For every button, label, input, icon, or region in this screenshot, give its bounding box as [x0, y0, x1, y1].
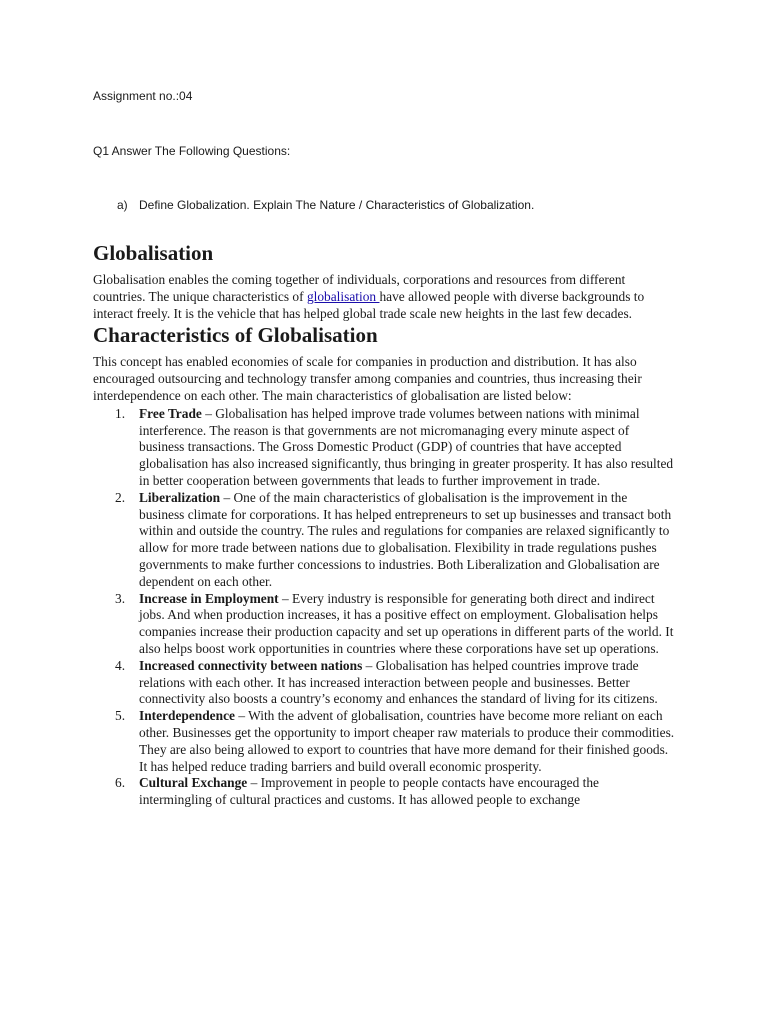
globalisation-link[interactable]: globalisation — [306, 288, 380, 304]
globalisation-paragraph — [93, 272, 675, 322]
list-item-text: – Globalisation has helped improve trade volumes between nations with minimal interference. The reason is that governments are not micromanaging every minute aspect of business transactions. The Gross Domestic Product (GDP) of countries that have accepted globalisation has also increased significantly, thus bringing in greater prosperity. It has also resulted in better cooperation between governments that leads to further improvement in trade. — [139, 405, 674, 488]
list-item — [93, 775, 675, 809]
list-item-text: – Globalisation has helped countries improve trade relations with each other. It has increased interaction between people and businesses. Better connectivity also boosts a country’s economy and enhances the standard of living for its citizens. — [139, 657, 658, 707]
list-item — [93, 708, 675, 775]
list-item — [93, 658, 675, 708]
list-item-title: Increase in Employment — [139, 590, 279, 606]
list-number: 3. — [115, 590, 126, 606]
characteristics-intro: This concept has enabled economies of scale for companies in production and distribution. It has also encouraged outsourcing and technology transfer among companies and countries, thus increasing their interdependence on each other. The main characteristics of globalisation are listed below: — [93, 354, 642, 403]
list-item — [93, 406, 675, 490]
list-item-title: Increased connectivity between nations — [139, 657, 363, 673]
list-item — [93, 490, 675, 591]
list-item-title: Cultural Exchange — [139, 775, 248, 791]
list-number: 6. — [115, 775, 126, 791]
list-item-text: – Every industry is responsible for generating both direct and indirect jobs. And when production increases, it has a positive effect on employment. Globalisation helps companies increase their production capacity and set up operations in different parts of the world. It also helps boost work opportunities in countries where these corporations have set up operations. — [139, 590, 674, 656]
list-item-title: Free Trade — [139, 405, 202, 421]
list-number: 4. — [115, 657, 126, 673]
question-heading: Q1 Answer The Following Questions: — [93, 144, 291, 158]
list-item-title: Interdependence — [139, 708, 235, 724]
list-item-title: Liberalization — [139, 489, 221, 505]
list-item-text: – One of the main characteristics of globalisation is the improvement in the business climate for corporations. It has helped entrepreneurs to set up businesses and transact both within and outside the country. The rules and regulations for companies are relaxed significantly to allow for more trade between nations due to globalisation. Flexibility in trade regulations pushes governments to make further concessions to industries. Both Liberalization and Globalisation are dependent on each other. — [139, 489, 672, 589]
list-number: 1. — [115, 405, 126, 421]
list-number: 2. — [115, 489, 126, 505]
sub-question-label: a) — [117, 198, 128, 212]
paragraph-text-end: have allowed people with diverse backgrounds to interact freely. It is the vehicle that has helped global trade scale new heights in the last few decades. — [93, 288, 645, 321]
article-content — [93, 240, 675, 809]
sub-question — [117, 198, 534, 212]
list-number: 5. — [115, 708, 126, 724]
list-item-text: – With the advent of globalisation, countries have become more reliant on each other. Businesses get the opportunity to import cheaper raw materials to produce their commodities. They are also being allowed to export to countries that have more demand for their finished goods. It has helped reduce trading barriers and build overall economic prosperity. — [139, 708, 675, 774]
section-heading-characteristics: Characteristics of Globalisation — [93, 323, 378, 348]
characteristics-list — [93, 406, 675, 809]
assignment-title: Assignment no.:04 — [93, 89, 193, 103]
list-item-text: – Improvement in people to people contacts have encouraged the intermingling of cultural practices and customs. It has allowed people to exchange — [139, 775, 599, 808]
list-item — [93, 591, 675, 658]
section-heading-globalisation: Globalisation — [93, 241, 214, 265]
sub-question-text: Define Globalization. Explain The Nature / Characteristics of Globalization. — [139, 198, 535, 212]
paragraph-text-start: Globalisation enables the coming together of individuals, corporations and resources from different countries. The unique characteristics of — [93, 272, 626, 304]
